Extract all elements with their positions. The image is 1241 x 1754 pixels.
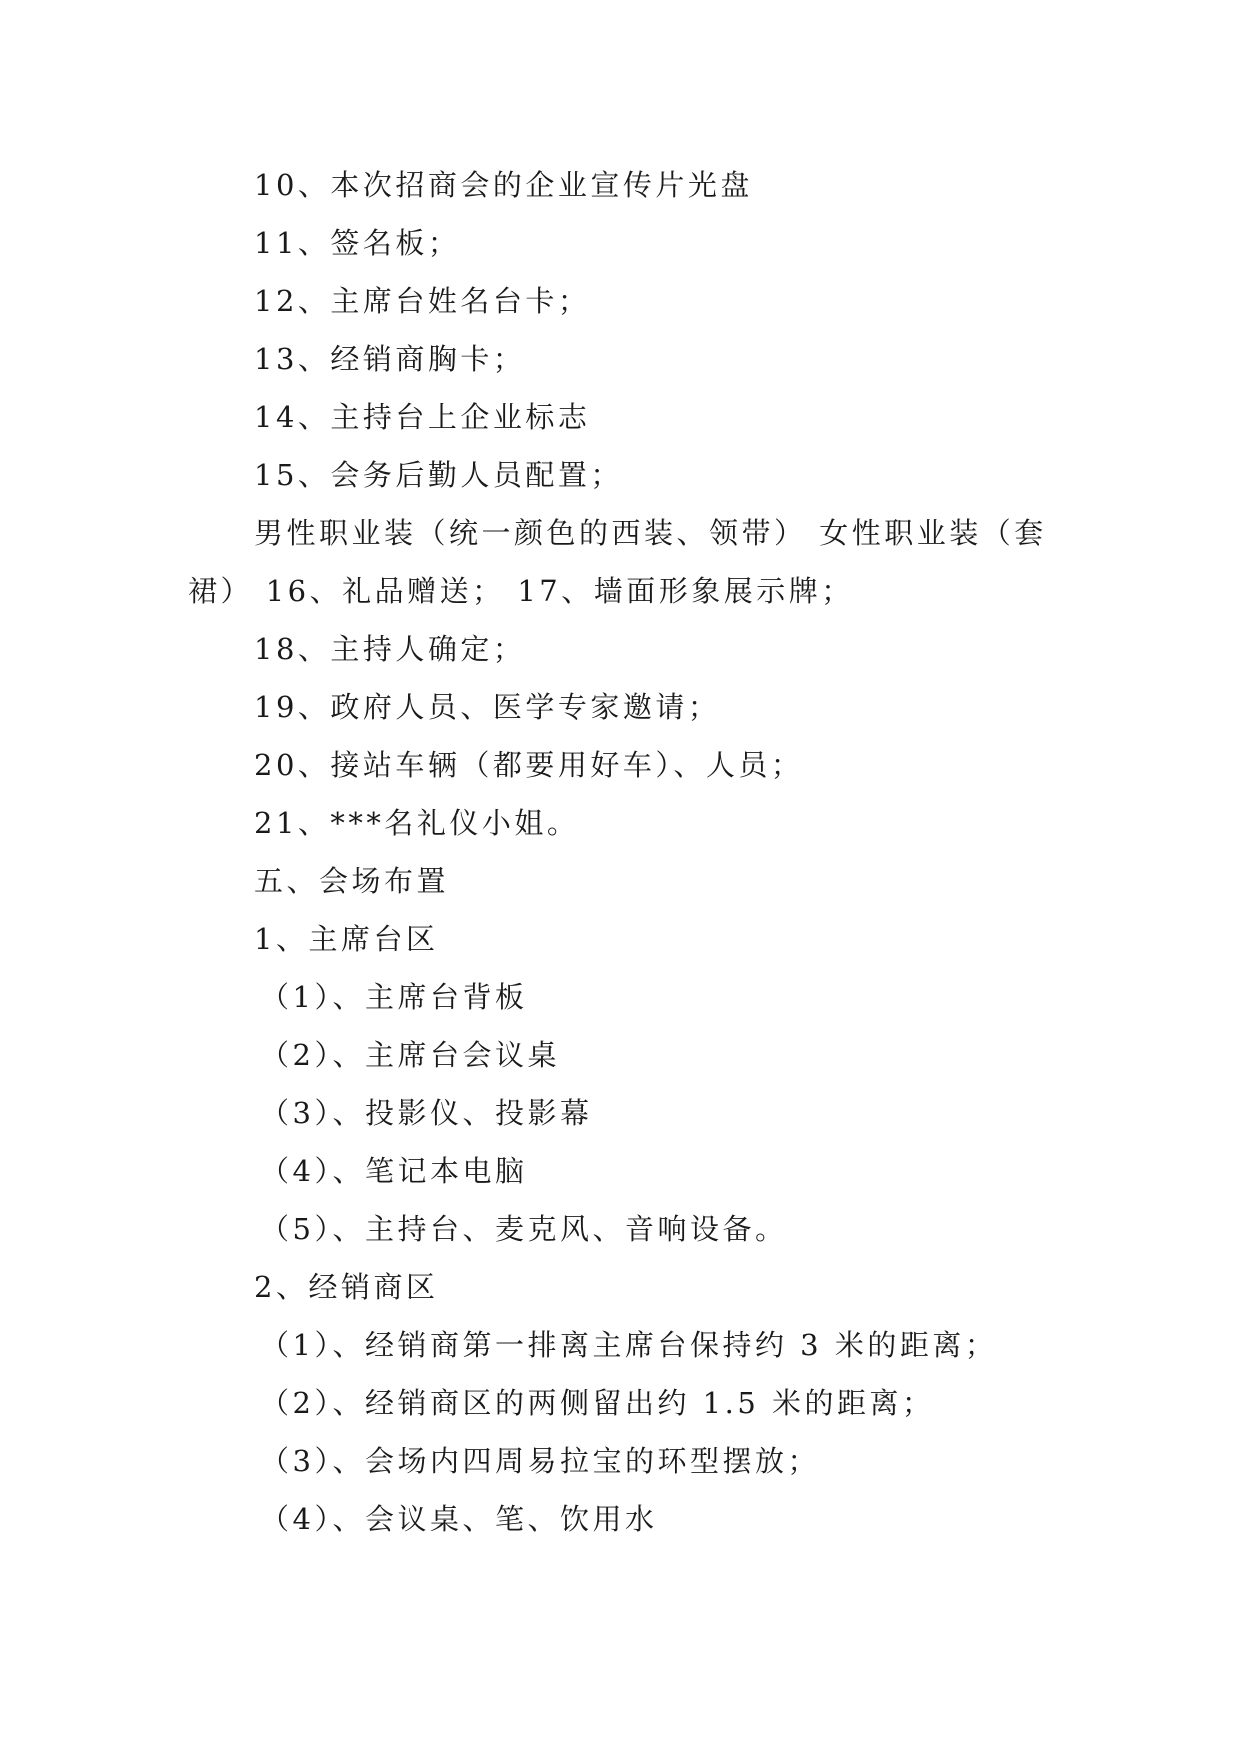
attire-continuation-line: 裙） 16、礼品赠送； 17、墙面形象展示牌； xyxy=(188,574,854,608)
sub-item: （2）、主席台会议桌 xyxy=(260,1038,560,1072)
item-14: 14、主持台上企业标志 xyxy=(254,400,591,434)
subsection-heading-2: 2、经销商区 xyxy=(254,1270,439,1304)
attire-line: 男性职业装（统一颜色的西装、领带） 女性职业装（套 xyxy=(254,516,1047,550)
item-20: 20、接站车辆（都要用好车）、人员； xyxy=(254,748,804,782)
sub-item: （1）、经销商第一排离主席台保持约 3 米的距离； xyxy=(260,1328,998,1362)
item-10: 10、本次招商会的企业宣传片光盘 xyxy=(254,168,753,202)
sub-item: （3）、投影仪、投影幕 xyxy=(260,1096,593,1130)
sub-item: （1）、主席台背板 xyxy=(260,980,528,1014)
sub-item: （4）、会议桌、笔、饮用水 xyxy=(260,1502,658,1536)
item-21: 21、***名礼仪小姐。 xyxy=(254,806,580,840)
sub-item: （2）、经销商区的两侧留出约 1.5 米的距离； xyxy=(260,1386,935,1420)
sub-item: （5）、主持台、麦克风、音响设备。 xyxy=(260,1212,788,1246)
item-18: 18、主持人确定； xyxy=(254,632,526,666)
item-19: 19、政府人员、医学专家邀请； xyxy=(254,690,721,724)
sub-item: （3）、会场内四周易拉宝的环型摆放； xyxy=(260,1444,820,1478)
sub-item: （4）、笔记本电脑 xyxy=(260,1154,528,1188)
item-15: 15、会务后勤人员配置； xyxy=(254,458,623,492)
section-heading: 五、会场布置 xyxy=(254,864,450,898)
item-11: 11、签名板； xyxy=(254,226,461,260)
item-13: 13、经销商胸卡； xyxy=(254,342,526,376)
item-12: 12、主席台姓名台卡； xyxy=(254,284,591,318)
subsection-heading-1: 1、主席台区 xyxy=(254,922,439,956)
